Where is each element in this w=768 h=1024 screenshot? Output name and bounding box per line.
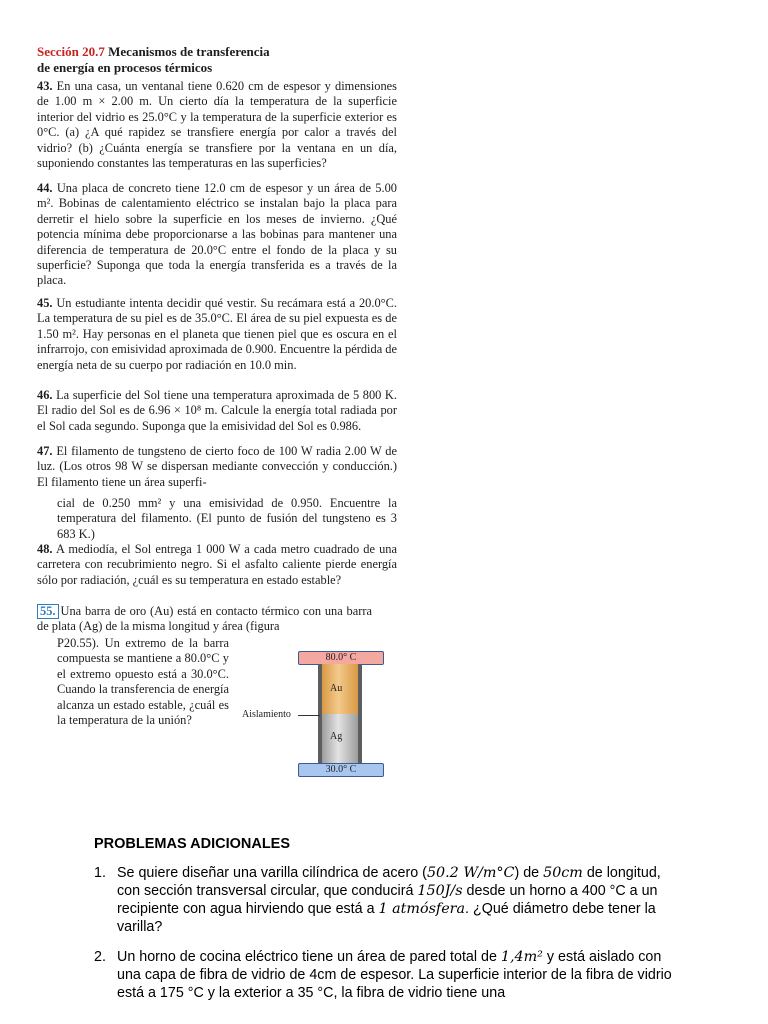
hot-reservoir: 80.0° C bbox=[298, 651, 384, 665]
problem-number: 47. bbox=[37, 444, 53, 458]
problem-text: En una casa, un ventanal tiene 0.620 cm de espesor y dimensiones de 1.00 m × 2.00 m. Un cierto día la temperatura de la superficie interior del vidrio es 25.0°C y la temperatura de la superficie exterior es 0°C. (a) ¿A qué rapidez se transfiere energía por calor a través del vidrio? (b) ¿Cuánta energía se transfiere por la ventana en un día, suponiendo constantes las temperaturas en las superficies? bbox=[37, 79, 397, 171]
item-number: 1. bbox=[94, 865, 106, 881]
problem-text: La superficie del Sol tiene una temperatura aproximada de 5 800 K. El radio del Sol es de 6.96 × 10⁸ m. Calcule la energía total radiada por el Sol cada segundo. Suponga que la emisividad del Sol es 0.986. bbox=[37, 388, 397, 433]
item-text: Se quiere diseñar una varilla cilíndrica de acero (50.2 W/m°C) de 50cm de longitud, con sección transversal circular, que conducirá 150J/s desde un horno a 400 °C a un recipiente con agua hirviendo que está a 1 atmósfera. ¿Qué diámetro debe tener la varilla? bbox=[117, 865, 661, 935]
section-title-line2: de energía en procesos térmicos bbox=[37, 60, 213, 75]
section-heading bbox=[37, 44, 357, 76]
problem-55 bbox=[37, 604, 372, 635]
cold-reservoir: 30.0° C bbox=[298, 763, 384, 777]
section-label: Sección 20.7 bbox=[37, 44, 105, 59]
problem-number: 45. bbox=[37, 296, 53, 310]
silver-label: Ag bbox=[330, 731, 343, 742]
item-number: 2. bbox=[94, 949, 106, 965]
additional-problem-1 bbox=[94, 864, 684, 936]
problem-45 bbox=[37, 296, 397, 373]
figure-p20-55 bbox=[236, 645, 396, 780]
problem-number: 44. bbox=[37, 181, 53, 195]
problem-number: 46. bbox=[37, 388, 53, 402]
problem-number-boxed: 55. bbox=[37, 604, 59, 619]
additional-problem-2 bbox=[94, 948, 684, 1002]
problem-text: A mediodía, el Sol entrega 1 000 W a cada metro cuadrado de una carretera con recubrimiento negro. Si el asfalto caliente pierde energía sólo por radiación, ¿cuál es su temperatura en estado estable? bbox=[37, 542, 397, 587]
problem-number: 43. bbox=[37, 79, 53, 93]
problem-47-continued: cial de 0.250 mm² y una emisividad de 0.950. Encuentre la temperatura del filamento. (El punto de fusión del tungsteno es 3 683 K.) bbox=[57, 496, 397, 541]
problem-48 bbox=[37, 542, 397, 588]
section-title-line1: Mecanismos de transferencia bbox=[108, 44, 270, 59]
problem-46 bbox=[37, 388, 397, 434]
item-text: Un horno de cocina eléctrico tiene un área de pared total de 1,4m² y está aislado con una capa de fibra de vidrio de 4cm de espesor. La superficie interior de la fibra de vidrio está a 175 °C y la exterior a 35 °C, la fibra de vidrio tiene una bbox=[117, 949, 672, 1001]
additional-problems-title: PROBLEMAS ADICIONALES bbox=[94, 836, 291, 852]
problem-number: 48. bbox=[37, 542, 53, 556]
problem-47 bbox=[37, 444, 397, 490]
gold-label: Au bbox=[330, 683, 343, 694]
problem-55-text-narrow: P20.55). Un extremo de la barra compuesta se mantiene a 80.0°C y el extremo opuesto está a 30.0°C. Cuando la transferencia de energía alcanza un estado estable, ¿cuál es la temperatura de la unión? bbox=[57, 636, 229, 728]
problem-text: Un estudiante intenta decidir qué vestir. Su recámara está a 20.0°C. La temperatura de su piel es de 35.0°C. El área de su piel expuesta es de 1.50 m². Hay personas en el planeta que tienen piel que es oscura en el infrarrojo, con emisividad aproximada de 0.900. Encuentre la pérdida de energía neta de su cuerpo por radiación en 10.0 min. bbox=[37, 296, 397, 372]
problem-44 bbox=[37, 181, 397, 289]
problem-43 bbox=[37, 79, 397, 171]
insulation-leader-line bbox=[298, 715, 320, 716]
insulation-label: Aislamiento bbox=[242, 709, 291, 720]
problem-text: Una barra de oro (Au) está en contacto térmico con una barra de plata (Ag) de la misma longitud y área (figura bbox=[37, 604, 372, 634]
problem-text: Una placa de concreto tiene 12.0 cm de espesor y un área de 5.00 m². Bobinas de calentamiento eléctrico se instalan bajo la placa para derretir el hielo sobre la superficie en los meses de invierno. ¿Qué potencia mínima debe proporcionarse a las bobinas para mantener una diferencia de temperatura de 20.0°C entre el fondo de la placa y su superficie? Suponga que toda la energía transferida es a través de la placa. bbox=[37, 181, 397, 288]
problem-text: El filamento de tungsteno de cierto foco de 100 W radia 2.00 W de luz. (Los otros 98 W se dispersan mediante convección y conducción.) El filamento tiene un área superfi- bbox=[37, 444, 397, 489]
